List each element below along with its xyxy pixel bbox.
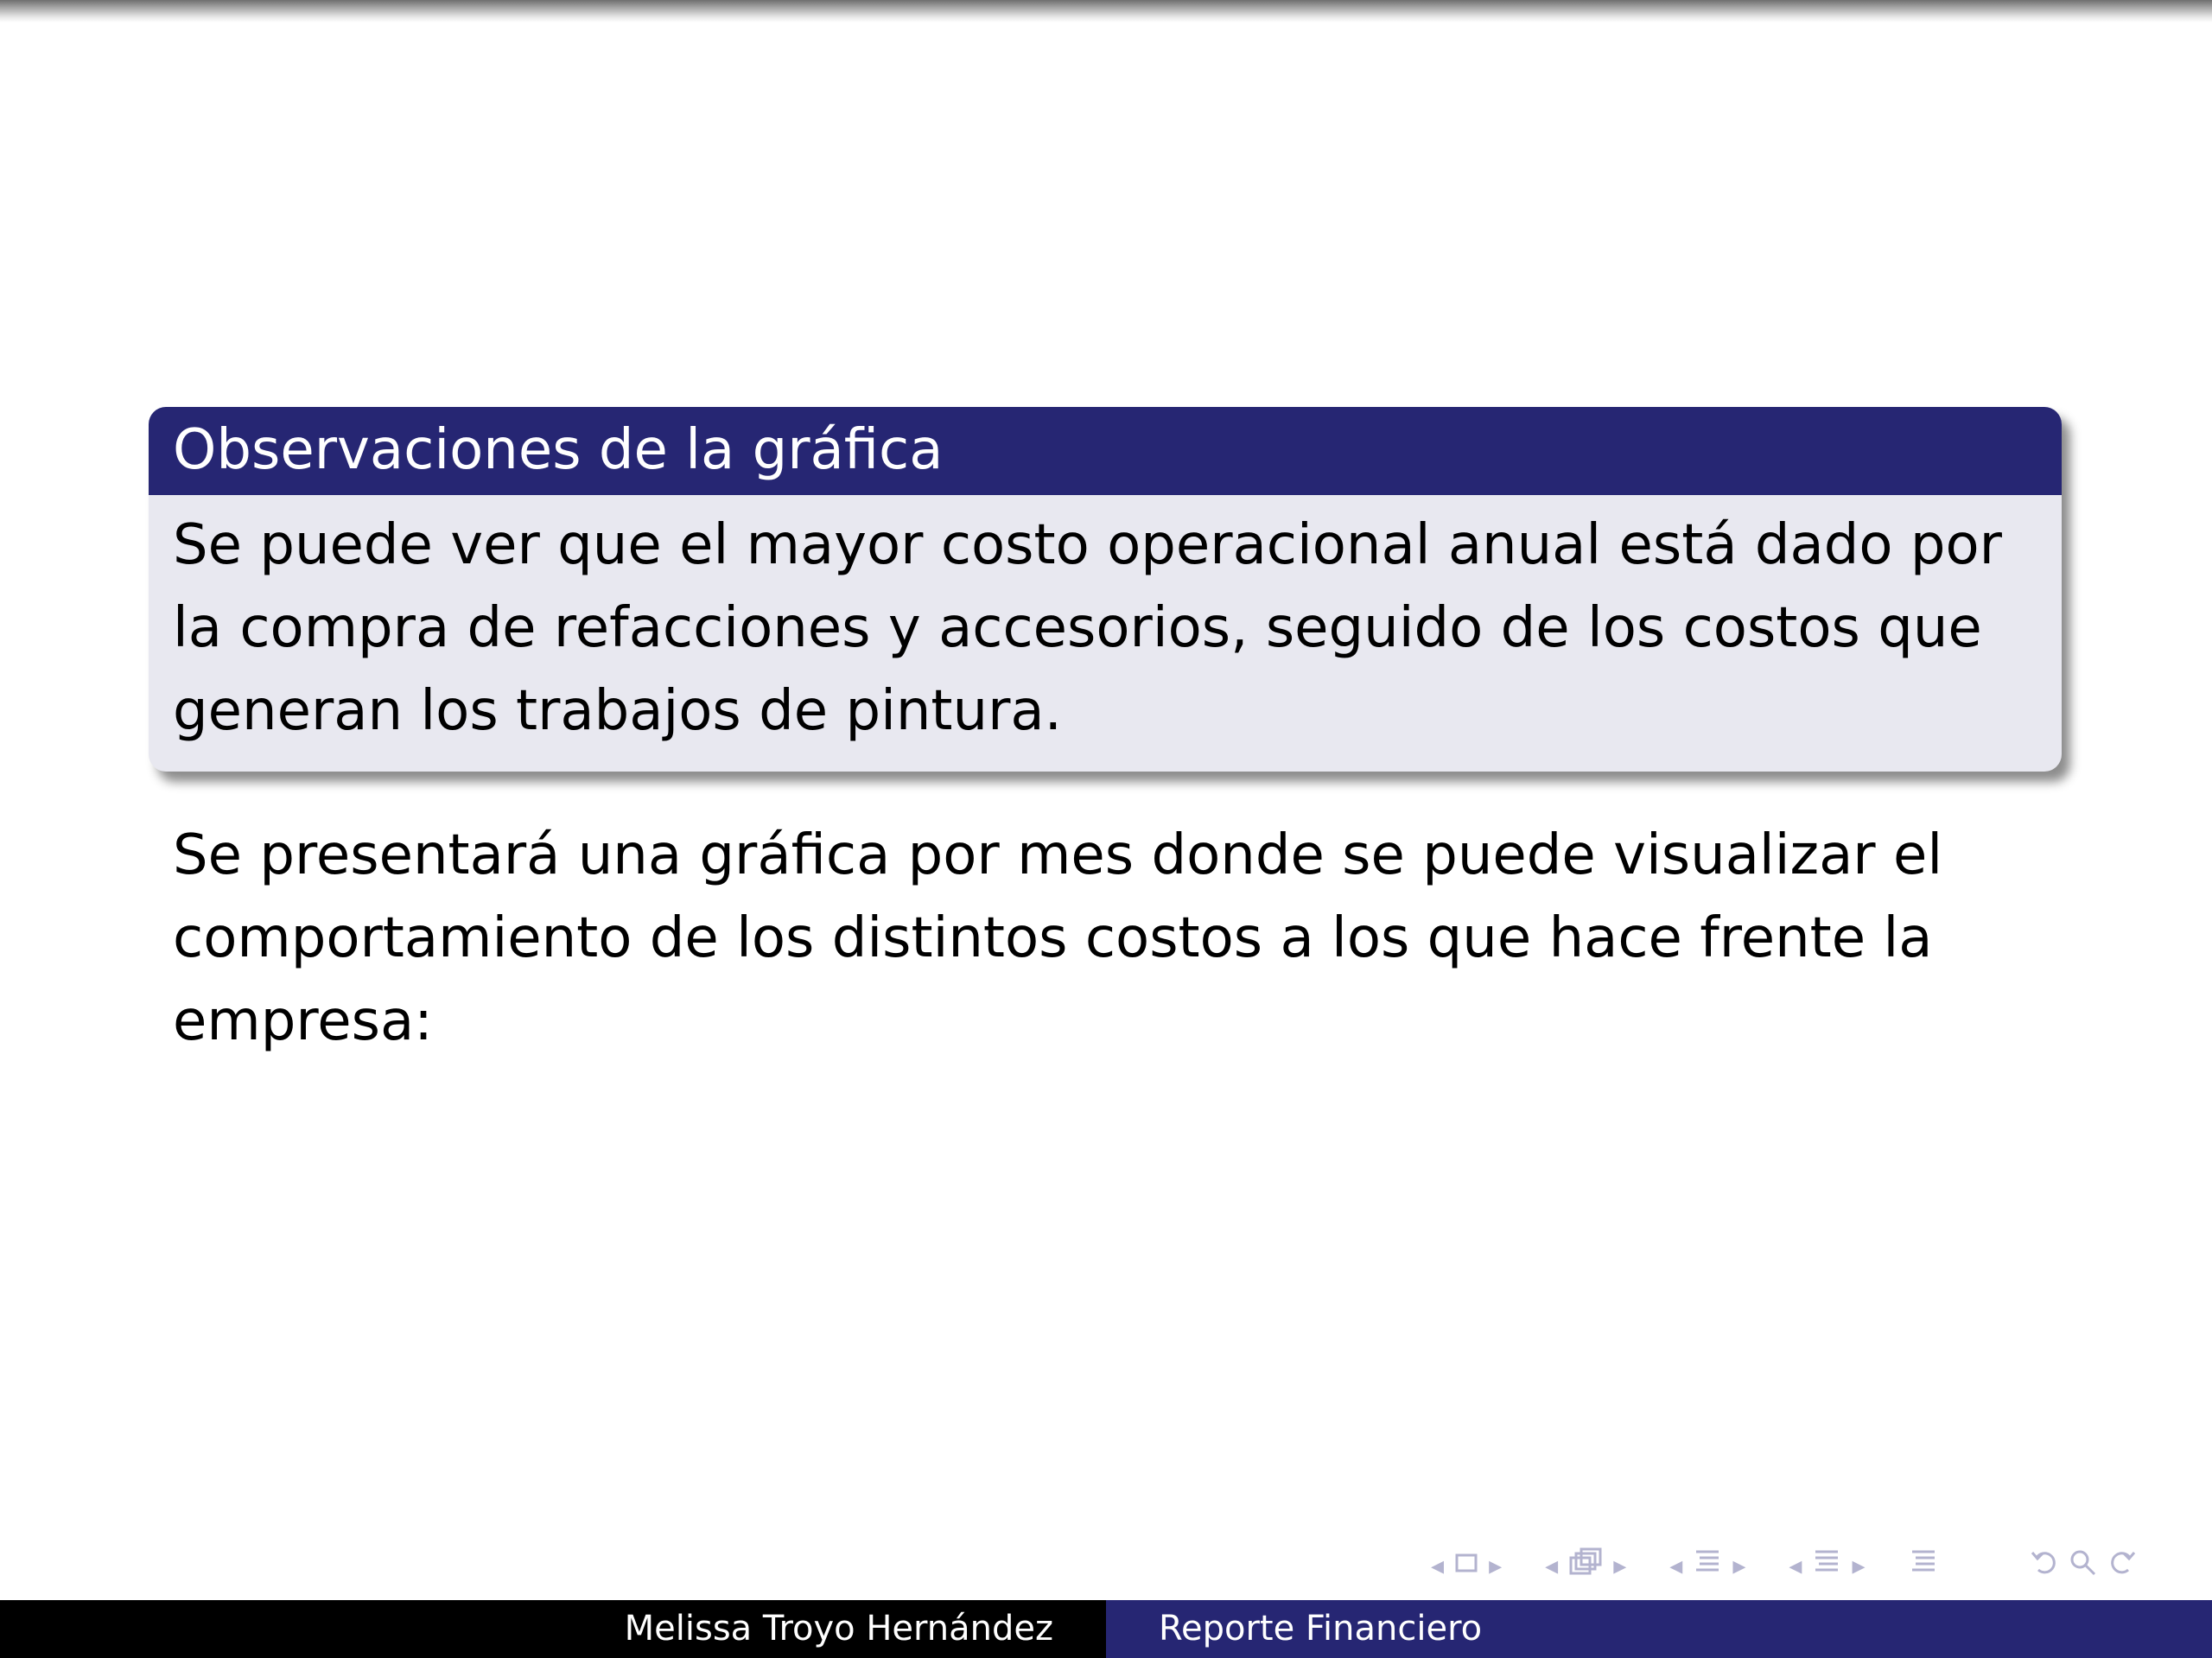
nav-tools-group	[2026, 1547, 2140, 1584]
nav-slide-group	[1426, 1551, 1507, 1581]
arrow-left-icon[interactable]: ◂	[1431, 1550, 1445, 1581]
footer-author: Melissa Troyo Hernández	[0, 1600, 1106, 1658]
slide-icon[interactable]	[1454, 1551, 1478, 1581]
arrow-left-icon[interactable]: ◂	[1545, 1550, 1559, 1581]
observations-block	[149, 407, 2062, 772]
redo-icon[interactable]	[2106, 1547, 2137, 1584]
section-icon[interactable]	[1812, 1547, 1841, 1584]
arrow-right-icon[interactable]: ▸	[1613, 1550, 1627, 1581]
beamer-navigation	[1426, 1547, 2140, 1585]
nav-frame-group	[1540, 1547, 1631, 1584]
footer-title: Reporte Financiero	[1106, 1600, 2212, 1658]
nav-section-group	[1783, 1547, 1870, 1584]
arrow-left-icon[interactable]: ◂	[1789, 1550, 1802, 1581]
search-icon[interactable]	[2068, 1547, 2099, 1584]
arrow-right-icon[interactable]: ▸	[1489, 1550, 1503, 1581]
nav-subsection-group	[1664, 1547, 1751, 1584]
undo-icon[interactable]	[2030, 1547, 2061, 1584]
nav-toc-group	[1904, 1547, 1943, 1584]
toc-icon[interactable]	[1909, 1547, 1938, 1584]
block-title: Observaciones de la gráfica	[149, 407, 2062, 495]
arrow-left-icon[interactable]: ◂	[1669, 1550, 1683, 1581]
top-shadow-bar	[0, 0, 2212, 22]
body-paragraph: Se presentará una gráfica por mes donde se puede visualizar el comportamiento de los distintos costos a los que hace frente la empresa:	[173, 823, 1943, 1053]
block-body: Se puede ver que el mayor costo operacional anual está dado por la compra de refacciones y accesorios, seguido de los costos que generan los trabajos de pintura.	[173, 513, 2002, 743]
footer-bar	[0, 1600, 2212, 1658]
frame-icon[interactable]	[1568, 1547, 1603, 1584]
arrow-right-icon[interactable]: ▸	[1852, 1550, 1866, 1581]
arrow-right-icon[interactable]: ▸	[1732, 1550, 1746, 1581]
subsection-icon[interactable]	[1693, 1547, 1722, 1584]
